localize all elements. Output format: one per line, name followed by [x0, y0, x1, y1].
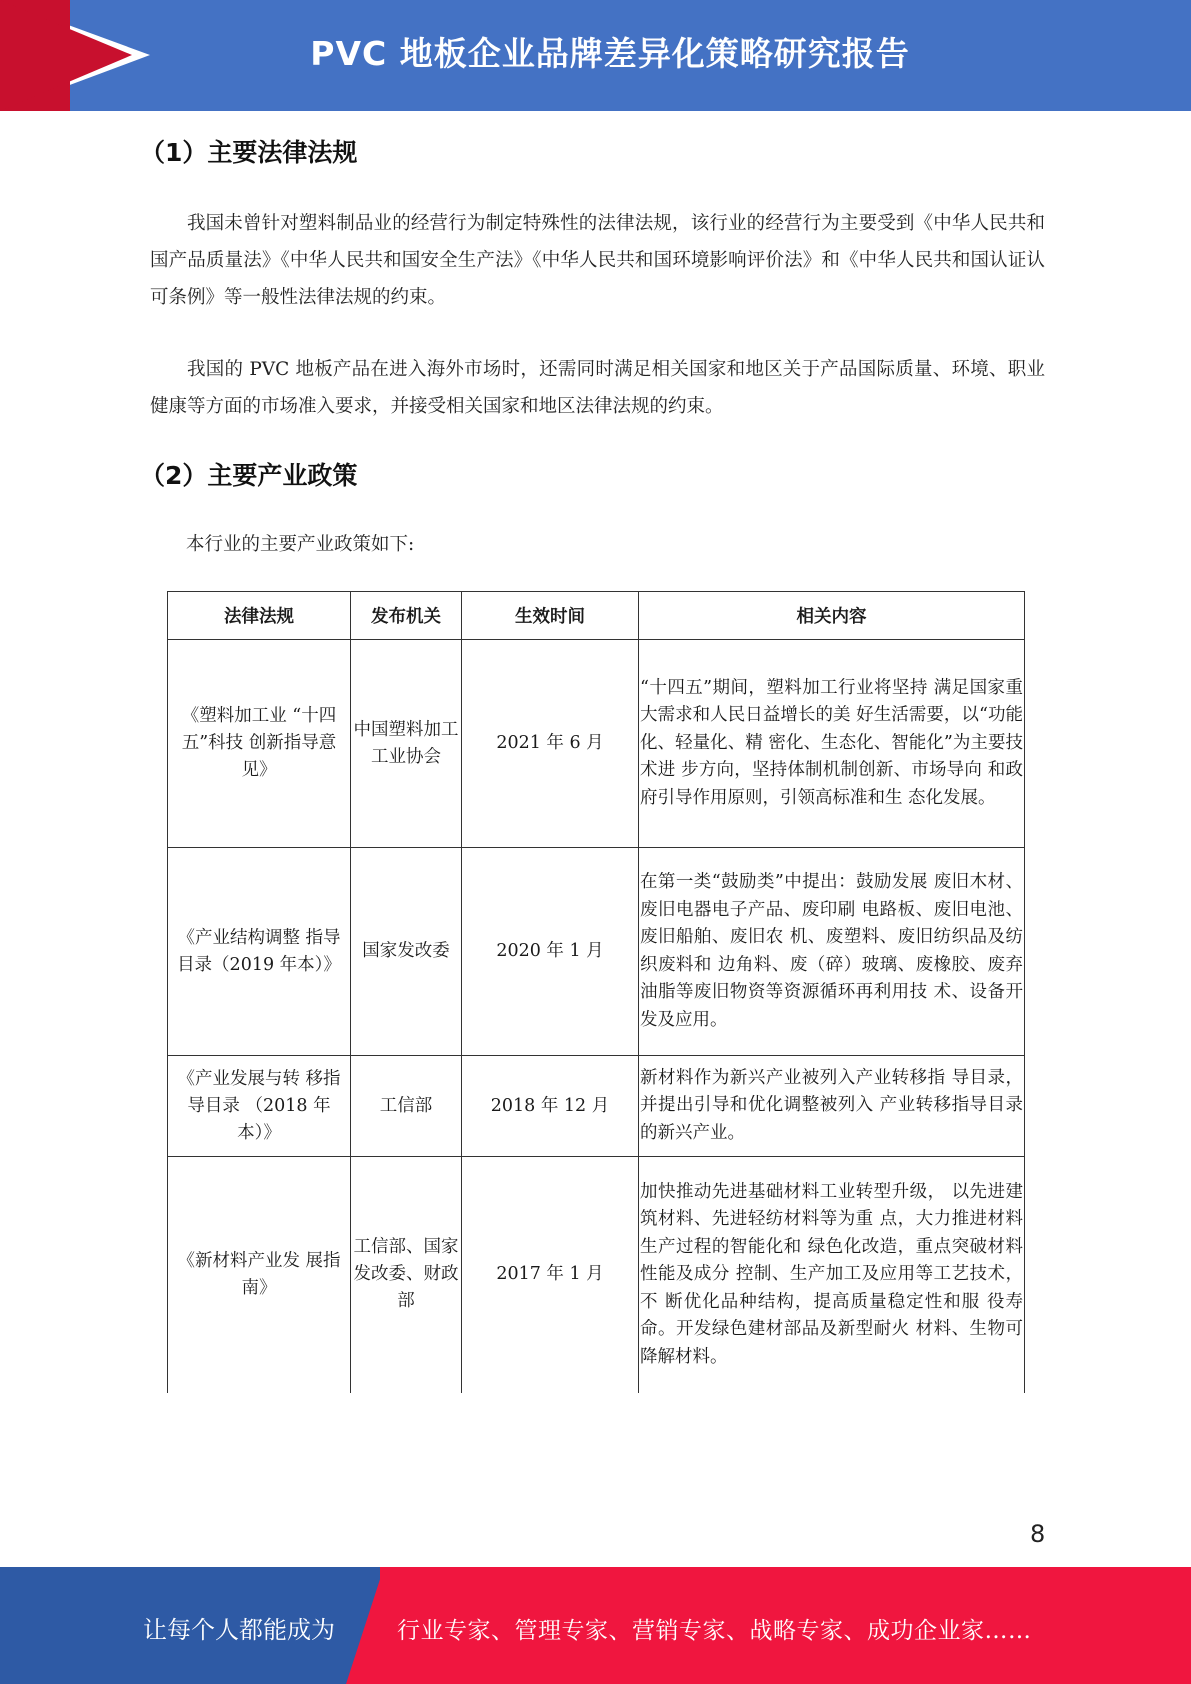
table-row	[168, 848, 1025, 1056]
cell-law: 《产业发展与转 移指导目录 （2018 年本）》	[168, 1056, 351, 1157]
header-law: 法律法规	[168, 592, 351, 640]
footer-banner	[0, 1567, 1191, 1684]
table-row	[168, 1157, 1025, 1393]
cell-law: 《塑料加工业 “十四五”科技 创新指导意见》	[168, 640, 351, 848]
cell-content: 加快推动先进基础材料工业转型升级， 以先进建筑材料、先进轻纺材料等为重 点，大力推进材料生产过程的智能化和 绿色化改造，重点突破材料性能及成分 控制、生产加工及应用等工艺技术，不 断优化品种结构，提高质量稳定性和服 役寿命。开发绿色建材部品及新型耐火 材料、生物可降解材料。	[639, 1157, 1025, 1393]
cell-issuer: 中国塑料加工工业协会	[351, 640, 462, 848]
document-title: PVC 地板企业品牌差异化策略研究报告	[310, 34, 910, 73]
header-date: 生效时间	[462, 592, 639, 640]
footer-slogan-right: 行业专家、管理专家、营销专家、战略专家、成功企业家……	[397, 1618, 1032, 1644]
header-arrow-red	[0, 0, 132, 111]
paragraph-laws-1: 我国未曾针对塑料制品业的经营行为制定特殊性的法律法规，该行业的经营行为主要受到《中华人民共和国产品质量法》《中华人民共和国安全生产法》《中华人民共和国环境影响评价法》和《中华人民共和国认证认可条例》等一般性法律法规的约束。	[150, 213, 1045, 308]
paragraph-laws-2: 我国的 PVC 地板产品在进入海外市场时，还需同时满足相关国家和地区关于产品国际质量、环境、职业健康等方面的市场准入要求，并接受相关国家和地区法律法规的约束。	[150, 359, 1045, 417]
cell-law: 《产业结构调整 指导目录（2019 年本）》	[168, 848, 351, 1056]
cell-law: 《新材料产业发 展指南》	[168, 1157, 351, 1393]
header-banner	[0, 0, 1191, 111]
cell-issuer: 工信部	[351, 1056, 462, 1157]
policy-table	[167, 591, 1025, 1393]
header-content: 相关内容	[639, 592, 1025, 640]
cell-content: 在第一类“鼓励类”中提出：鼓励发展 废旧木材、废旧电器电子产品、废印刷 电路板、废旧电池、废旧船舶、废旧农 机、废塑料、废旧纺织品及纺织废料和 边角料、废（碎）玻璃、废橡胶、废弃 油脂等废旧物资等资源循环再利用技 术、设备开发及应用。	[639, 848, 1025, 1056]
cell-date: 2020 年 1 月	[462, 848, 639, 1056]
cell-issuer: 国家发改委	[351, 848, 462, 1056]
section-heading-policies: （2）主要产业政策	[140, 461, 358, 490]
table-header-row	[168, 592, 1025, 640]
cell-date: 2018 年 12 月	[462, 1056, 639, 1157]
section-heading-laws: （1）主要法律法规	[140, 138, 358, 167]
cell-date: 2021 年 6 月	[462, 640, 639, 848]
cell-content: “十四五”期间，塑料加工行业将坚持 满足国家重大需求和人民日益增长的美 好生活需要，以“功能化、轻量化、精 密化、生态化、智能化”为主要技术进 步方向，坚持体制机制创新、市场导向 和政府引导作用原则，引领高标准和生 态化发展。	[639, 640, 1025, 848]
footer-slogan-left: 让每个人都能成为	[143, 1616, 335, 1644]
header-issuer: 发布机关	[351, 592, 462, 640]
page-number: 8	[1030, 1520, 1046, 1548]
cell-date: 2017 年 1 月	[462, 1157, 639, 1393]
cell-issuer: 工信部、国家发改委、财政部	[351, 1157, 462, 1393]
policies-intro: 本行业的主要产业政策如下:	[186, 534, 415, 555]
table-row	[168, 1056, 1025, 1157]
table-row	[168, 640, 1025, 848]
cell-content: 新材料作为新兴产业被列入产业转移指 导目录，并提出引导和优化调整被列入 产业转移指导目录的新兴产业。	[639, 1056, 1025, 1157]
